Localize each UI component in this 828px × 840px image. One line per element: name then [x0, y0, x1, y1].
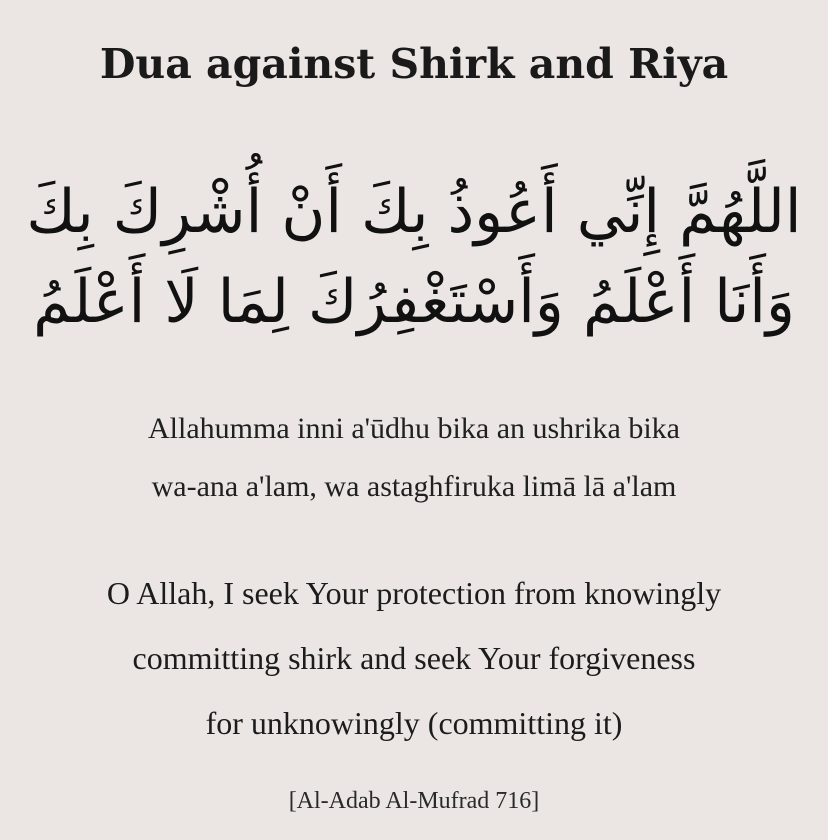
source-reference: [Al-Adab Al-Mufrad 716]: [288, 788, 540, 814]
arabic-text-line-2: وَأَنَا أَعْلَمُ وَأَسْتَغْفِرُكَ لِمَا لَا أَعْلَمُ: [33, 267, 795, 337]
transliteration-line-1: Allahumma inni a'ūdhu bika an ushrika bika: [148, 412, 680, 445]
transliteration-line-2: wa-ana a'lam, wa astaghfiruka limā lā a'lam: [151, 470, 677, 503]
page-title: Dua against Shirk and Riya: [99, 40, 729, 88]
translation-line-1: O Allah, I seek Your protection from knowingly: [106, 575, 722, 611]
translation-line-3: for unknowingly (committing it): [205, 705, 623, 741]
translation-line-2: committing shirk and seek Your forgiveness: [132, 640, 696, 676]
arabic-text-line-1: اللَّهُمَّ إِنِّي أَعُوذُ بِكَ أَنْ أُشْرِكَ بِكَ: [26, 177, 802, 247]
